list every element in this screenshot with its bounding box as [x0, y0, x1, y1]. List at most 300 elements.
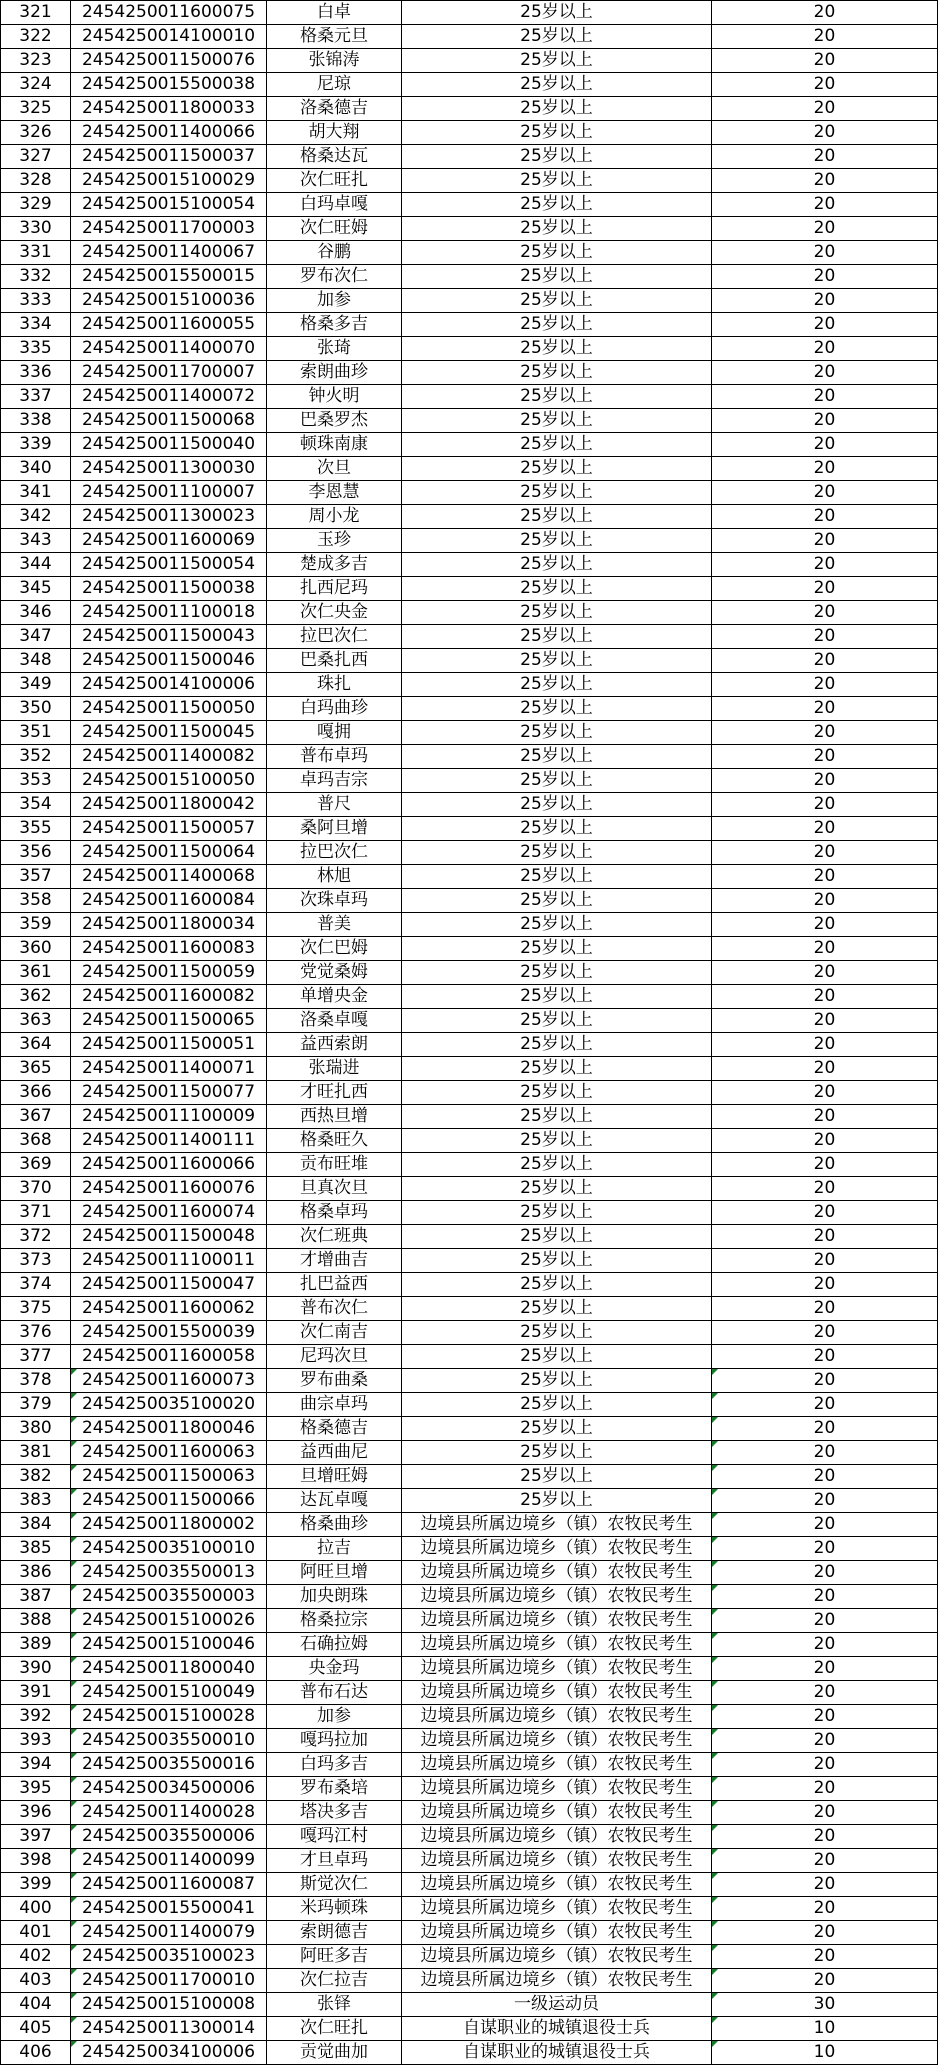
cell-number: 341: [1, 481, 71, 505]
table-row: [1, 649, 938, 673]
table-row: [1, 121, 938, 145]
cell-category: 25岁以上: [402, 961, 712, 985]
table-row: [1, 961, 938, 985]
cell-bonus-score: 20: [712, 1249, 938, 1273]
cell-number: 340: [1, 457, 71, 481]
cell-category: 25岁以上: [402, 1081, 712, 1105]
cell-exam-id: 2454250011600075: [71, 1, 267, 25]
cell-exam-id: 2454250011500066: [71, 1489, 267, 1513]
cell-number: 365: [1, 1057, 71, 1081]
cell-exam-id: 2454250035500006: [71, 1825, 267, 1849]
cell-category: 25岁以上: [402, 889, 712, 913]
cell-number: 337: [1, 385, 71, 409]
cell-bonus-score: 20: [712, 625, 938, 649]
table-row: [1, 1249, 938, 1273]
cell-exam-id: 2454250011500068: [71, 409, 267, 433]
cell-number: 351: [1, 721, 71, 745]
table-row: [1, 1513, 938, 1537]
cell-exam-id: 2454250034100006: [71, 2041, 267, 2065]
cell-bonus-score: 20: [712, 1873, 938, 1897]
cell-exam-id: 2454250011600083: [71, 937, 267, 961]
cell-bonus-score: 20: [712, 385, 938, 409]
cell-number: 374: [1, 1273, 71, 1297]
cell-bonus-score: 20: [712, 865, 938, 889]
cell-exam-id: 2454250011800040: [71, 1657, 267, 1681]
cell-name: 白玛多吉: [267, 1753, 402, 1777]
cell-number: 367: [1, 1105, 71, 1129]
cell-name: 白玛卓嘎: [267, 193, 402, 217]
cell-name: 次仁班典: [267, 1225, 402, 1249]
cell-number: 397: [1, 1825, 71, 1849]
table-row: [1, 937, 938, 961]
table-row: [1, 385, 938, 409]
cell-name: 次仁南吉: [267, 1321, 402, 1345]
cell-name: 拉巴次仁: [267, 841, 402, 865]
cell-name: 张琦: [267, 337, 402, 361]
cell-bonus-score: 20: [712, 1129, 938, 1153]
cell-number: 322: [1, 25, 71, 49]
table-row: [1, 601, 938, 625]
cell-exam-id: 2454250035100023: [71, 1945, 267, 1969]
cell-category: 25岁以上: [402, 601, 712, 625]
table-row: [1, 337, 938, 361]
table-row: [1, 865, 938, 889]
cell-name: 拉巴次仁: [267, 625, 402, 649]
cell-name: 尼玛次旦: [267, 1345, 402, 1369]
cell-exam-id: 2454250011700010: [71, 1969, 267, 1993]
cell-number: 378: [1, 1369, 71, 1393]
cell-category: 25岁以上: [402, 913, 712, 937]
cell-bonus-score: 20: [712, 1849, 938, 1873]
cell-name: 塔决多吉: [267, 1801, 402, 1825]
cell-exam-id: 2454250015500039: [71, 1321, 267, 1345]
cell-exam-id: 2454250011700003: [71, 217, 267, 241]
cell-number: 380: [1, 1417, 71, 1441]
cell-exam-id: 2454250015100008: [71, 1993, 267, 2017]
cell-number: 345: [1, 577, 71, 601]
cell-category: 25岁以上: [402, 1177, 712, 1201]
cell-name: 党觉桑姆: [267, 961, 402, 985]
cell-exam-id: 2454250011500077: [71, 1081, 267, 1105]
cell-number: 388: [1, 1609, 71, 1633]
cell-category: 25岁以上: [402, 1465, 712, 1489]
cell-number: 392: [1, 1705, 71, 1729]
table-row: [1, 241, 938, 265]
cell-category: 25岁以上: [402, 1369, 712, 1393]
cell-name: 达瓦卓嘎: [267, 1489, 402, 1513]
table-row: [1, 577, 938, 601]
cell-name: 洛桑德吉: [267, 97, 402, 121]
cell-category: 边境县所属边境乡（镇）农牧民考生: [402, 1969, 712, 1993]
cell-number: 401: [1, 1921, 71, 1945]
cell-bonus-score: 20: [712, 1585, 938, 1609]
cell-exam-id: 2454250011400067: [71, 241, 267, 265]
cell-number: 372: [1, 1225, 71, 1249]
cell-bonus-score: 20: [712, 1681, 938, 1705]
cell-number: 343: [1, 529, 71, 553]
cell-name: 拉吉: [267, 1537, 402, 1561]
table-row: [1, 1057, 938, 1081]
table-row: [1, 1609, 938, 1633]
cell-name: 格桑拉宗: [267, 1609, 402, 1633]
cell-name: 格桑卓玛: [267, 1201, 402, 1225]
cell-category: 边境县所属边境乡（镇）农牧民考生: [402, 1657, 712, 1681]
cell-bonus-score: 20: [712, 1513, 938, 1537]
cell-number: 354: [1, 793, 71, 817]
cell-number: 359: [1, 913, 71, 937]
cell-exam-id: 2454250011400079: [71, 1921, 267, 1945]
cell-bonus-score: 20: [712, 1825, 938, 1849]
cell-number: 366: [1, 1081, 71, 1105]
cell-name: 格桑旺久: [267, 1129, 402, 1153]
cell-name: 才旺扎西: [267, 1081, 402, 1105]
cell-number: 352: [1, 745, 71, 769]
cell-name: 嘎玛江村: [267, 1825, 402, 1849]
cell-category: 25岁以上: [402, 169, 712, 193]
cell-name: 单增央金: [267, 985, 402, 1009]
cell-number: 360: [1, 937, 71, 961]
cell-number: 368: [1, 1129, 71, 1153]
cell-exam-id: 2454250011500038: [71, 577, 267, 601]
cell-number: 404: [1, 1993, 71, 2017]
cell-name: 次旦: [267, 457, 402, 481]
cell-bonus-score: 20: [712, 1489, 938, 1513]
cell-category: 25岁以上: [402, 49, 712, 73]
cell-exam-id: 2454250011500047: [71, 1273, 267, 1297]
table-row: [1, 625, 938, 649]
cell-name: 普尺: [267, 793, 402, 817]
cell-name: 次仁拉吉: [267, 1969, 402, 1993]
table-row: [1, 217, 938, 241]
cell-number: 328: [1, 169, 71, 193]
cell-exam-id: 2454250015500041: [71, 1897, 267, 1921]
cell-name: 贡觉曲加: [267, 2041, 402, 2065]
cell-number: 334: [1, 313, 71, 337]
cell-exam-id: 2454250011500040: [71, 433, 267, 457]
cell-category: 25岁以上: [402, 505, 712, 529]
cell-exam-id: 2454250015100054: [71, 193, 267, 217]
cell-exam-id: 2454250011800046: [71, 1417, 267, 1441]
table-row: [1, 1633, 938, 1657]
cell-name: 林旭: [267, 865, 402, 889]
cell-bonus-score: 20: [712, 1081, 938, 1105]
table-row: [1, 673, 938, 697]
cell-bonus-score: 20: [712, 1753, 938, 1777]
cell-number: 385: [1, 1537, 71, 1561]
cell-category: 25岁以上: [402, 1105, 712, 1129]
cell-name: 周小龙: [267, 505, 402, 529]
cell-bonus-score: 20: [712, 1705, 938, 1729]
cell-name: 格桑德吉: [267, 1417, 402, 1441]
cell-exam-id: 2454250011800034: [71, 913, 267, 937]
cell-exam-id: 2454250011800042: [71, 793, 267, 817]
cell-category: 边境县所属边境乡（镇）农牧民考生: [402, 1681, 712, 1705]
cell-category: 25岁以上: [402, 265, 712, 289]
cell-bonus-score: 20: [712, 1177, 938, 1201]
cell-number: 338: [1, 409, 71, 433]
cell-bonus-score: 20: [712, 1897, 938, 1921]
table-row: [1, 1825, 938, 1849]
table-row: [1, 1561, 938, 1585]
cell-number: 405: [1, 2017, 71, 2041]
cell-exam-id: 2454250011600066: [71, 1153, 267, 1177]
cell-number: 370: [1, 1177, 71, 1201]
cell-category: 边境县所属边境乡（镇）农牧民考生: [402, 1849, 712, 1873]
cell-category: 25岁以上: [402, 1393, 712, 1417]
cell-name: 嘎玛拉加: [267, 1729, 402, 1753]
cell-category: 25岁以上: [402, 313, 712, 337]
cell-name: 阿旺旦增: [267, 1561, 402, 1585]
table-row: [1, 49, 938, 73]
cell-bonus-score: 20: [712, 1, 938, 25]
cell-exam-id: 2454250011600087: [71, 1873, 267, 1897]
table-row: [1, 1201, 938, 1225]
cell-name: 次仁央金: [267, 601, 402, 625]
table-row: [1, 25, 938, 49]
cell-category: 25岁以上: [402, 841, 712, 865]
cell-category: 边境县所属边境乡（镇）农牧民考生: [402, 1609, 712, 1633]
cell-name: 次珠卓玛: [267, 889, 402, 913]
cell-bonus-score: 20: [712, 1417, 938, 1441]
cell-name: 次仁巴姆: [267, 937, 402, 961]
cell-category: 25岁以上: [402, 1129, 712, 1153]
cell-category: 边境县所属边境乡（镇）农牧民考生: [402, 1729, 712, 1753]
table-row: [1, 889, 938, 913]
cell-number: 373: [1, 1249, 71, 1273]
cell-bonus-score: 20: [712, 553, 938, 577]
cell-number: 375: [1, 1297, 71, 1321]
cell-name: 扎巴益西: [267, 1273, 402, 1297]
table-row: [1, 1417, 938, 1441]
table-row: [1, 1393, 938, 1417]
cell-category: 25岁以上: [402, 217, 712, 241]
cell-name: 普布卓玛: [267, 745, 402, 769]
cell-number: 330: [1, 217, 71, 241]
cell-number: 333: [1, 289, 71, 313]
table-row: [1, 1297, 938, 1321]
cell-number: 336: [1, 361, 71, 385]
table-row: [1, 1369, 938, 1393]
cell-name: 次仁旺扎: [267, 2017, 402, 2041]
cell-name: 张铎: [267, 1993, 402, 2017]
cell-bonus-score: 20: [712, 1369, 938, 1393]
cell-bonus-score: 20: [712, 505, 938, 529]
cell-exam-id: 2454250011500046: [71, 649, 267, 673]
cell-category: 边境县所属边境乡（镇）农牧民考生: [402, 1561, 712, 1585]
cell-exam-id: 2454250035100020: [71, 1393, 267, 1417]
cell-number: 356: [1, 841, 71, 865]
cell-exam-id: 2454250015100049: [71, 1681, 267, 1705]
cell-number: 394: [1, 1753, 71, 1777]
cell-bonus-score: 20: [712, 1561, 938, 1585]
table-row: [1, 1033, 938, 1057]
cell-exam-id: 2454250011500063: [71, 1465, 267, 1489]
cell-exam-id: 2454250011800002: [71, 1513, 267, 1537]
cell-category: 25岁以上: [402, 1321, 712, 1345]
cell-bonus-score: 20: [712, 265, 938, 289]
cell-name: 索朗德吉: [267, 1921, 402, 1945]
cell-category: 边境县所属边境乡（镇）农牧民考生: [402, 1753, 712, 1777]
cell-exam-id: 2454250035500016: [71, 1753, 267, 1777]
cell-bonus-score: 20: [712, 1801, 938, 1825]
cell-category: 25岁以上: [402, 1345, 712, 1369]
cell-bonus-score: 20: [712, 649, 938, 673]
table-row: [1, 97, 938, 121]
cell-number: 403: [1, 1969, 71, 1993]
cell-name: 次仁旺姆: [267, 217, 402, 241]
cell-name: 谷鹏: [267, 241, 402, 265]
table-row: [1, 193, 938, 217]
cell-bonus-score: 20: [712, 697, 938, 721]
cell-name: 罗布曲桑: [267, 1369, 402, 1393]
cell-category: 25岁以上: [402, 985, 712, 1009]
table-row: [1, 145, 938, 169]
cell-number: 342: [1, 505, 71, 529]
table-row: [1, 289, 938, 313]
cell-bonus-score: 20: [712, 1345, 938, 1369]
cell-bonus-score: 20: [712, 913, 938, 937]
cell-exam-id: 2454250034500006: [71, 1777, 267, 1801]
cell-category: 25岁以上: [402, 433, 712, 457]
cell-exam-id: 2454250011500059: [71, 961, 267, 985]
cell-category: 25岁以上: [402, 145, 712, 169]
table-row: [1, 1993, 938, 2017]
cell-category: 25岁以上: [402, 721, 712, 745]
cell-bonus-score: 20: [712, 673, 938, 697]
cell-exam-id: 2454250015100036: [71, 289, 267, 313]
cell-category: 25岁以上: [402, 529, 712, 553]
cell-bonus-score: 20: [712, 601, 938, 625]
cell-number: 381: [1, 1441, 71, 1465]
table-row: [1, 841, 938, 865]
cell-exam-id: 2454250011600062: [71, 1297, 267, 1321]
cell-exam-id: 2454250011500076: [71, 49, 267, 73]
cell-bonus-score: 20: [712, 289, 938, 313]
cell-number: 387: [1, 1585, 71, 1609]
cell-number: 327: [1, 145, 71, 169]
cell-number: 329: [1, 193, 71, 217]
cell-number: 390: [1, 1657, 71, 1681]
cell-number: 371: [1, 1201, 71, 1225]
cell-name: 次仁旺扎: [267, 169, 402, 193]
cell-name: 胡大翔: [267, 121, 402, 145]
cell-name: 普布次仁: [267, 1297, 402, 1321]
cell-number: 335: [1, 337, 71, 361]
cell-number: 393: [1, 1729, 71, 1753]
cell-category: 25岁以上: [402, 865, 712, 889]
cell-name: 罗布次仁: [267, 265, 402, 289]
cell-bonus-score: 20: [712, 1945, 938, 1969]
cell-number: 369: [1, 1153, 71, 1177]
cell-name: 洛桑卓嘎: [267, 1009, 402, 1033]
cell-name: 格桑曲珍: [267, 1513, 402, 1537]
table-row: [1, 361, 938, 385]
cell-exam-id: 2454250011500065: [71, 1009, 267, 1033]
cell-category: 25岁以上: [402, 193, 712, 217]
cell-number: 355: [1, 817, 71, 841]
cell-number: 326: [1, 121, 71, 145]
cell-exam-id: 2454250011600074: [71, 1201, 267, 1225]
cell-name: 西热旦增: [267, 1105, 402, 1129]
cell-category: 25岁以上: [402, 1033, 712, 1057]
cell-bonus-score: 20: [712, 1153, 938, 1177]
cell-number: 376: [1, 1321, 71, 1345]
cell-exam-id: 2454250011400028: [71, 1801, 267, 1825]
cell-bonus-score: 20: [712, 889, 938, 913]
cell-bonus-score: 20: [712, 1297, 938, 1321]
cell-exam-id: 2454250011500051: [71, 1033, 267, 1057]
cell-number: 379: [1, 1393, 71, 1417]
table-row: [1, 1321, 938, 1345]
table-row: [1, 721, 938, 745]
cell-name: 普美: [267, 913, 402, 937]
cell-category: 边境县所属边境乡（镇）农牧民考生: [402, 1537, 712, 1561]
cell-category: 25岁以上: [402, 1201, 712, 1225]
cell-name: 米玛顿珠: [267, 1897, 402, 1921]
cell-exam-id: 2454250011500064: [71, 841, 267, 865]
cell-number: 402: [1, 1945, 71, 1969]
cell-exam-id: 2454250011400111: [71, 1129, 267, 1153]
cell-bonus-score: 20: [712, 1393, 938, 1417]
table-row: [1, 697, 938, 721]
cell-exam-id: 2454250011600063: [71, 1441, 267, 1465]
table-row: [1, 1729, 938, 1753]
table-row: [1, 433, 938, 457]
table-row: [1, 1273, 938, 1297]
cell-number: 339: [1, 433, 71, 457]
table-row: [1, 1465, 938, 1489]
cell-exam-id: 2454250011400066: [71, 121, 267, 145]
cell-exam-id: 2454250011400070: [71, 337, 267, 361]
table-row: [1, 1537, 938, 1561]
cell-category: 25岁以上: [402, 817, 712, 841]
cell-category: 边境县所属边境乡（镇）农牧民考生: [402, 1513, 712, 1537]
cell-name: 张瑞进: [267, 1057, 402, 1081]
cell-name: 加央朗珠: [267, 1585, 402, 1609]
cell-bonus-score: 20: [712, 1633, 938, 1657]
cell-name: 阿旺多吉: [267, 1945, 402, 1969]
cell-name: 贡布旺堆: [267, 1153, 402, 1177]
cell-name: 嘎拥: [267, 721, 402, 745]
cell-name: 李恩慧: [267, 481, 402, 505]
cell-exam-id: 2454250015100026: [71, 1609, 267, 1633]
cell-number: 353: [1, 769, 71, 793]
table-row: [1, 1777, 938, 1801]
table-row: [1, 169, 938, 193]
table-row: [1, 745, 938, 769]
cell-name: 旦增旺姆: [267, 1465, 402, 1489]
table-row: [1, 985, 938, 1009]
cell-number: 331: [1, 241, 71, 265]
cell-bonus-score: 20: [712, 457, 938, 481]
cell-category: 25岁以上: [402, 97, 712, 121]
table-row: [1, 1585, 938, 1609]
table-row: [1, 1897, 938, 1921]
cell-bonus-score: 10: [712, 2041, 938, 2065]
cell-bonus-score: 20: [712, 1465, 938, 1489]
cell-category: 边境县所属边境乡（镇）农牧民考生: [402, 1921, 712, 1945]
cell-bonus-score: 20: [712, 241, 938, 265]
cell-category: 25岁以上: [402, 241, 712, 265]
cell-category: 25岁以上: [402, 1009, 712, 1033]
cell-name: 钟火明: [267, 385, 402, 409]
cell-exam-id: 2454250011300030: [71, 457, 267, 481]
cell-exam-id: 2454250011100007: [71, 481, 267, 505]
cell-category: 边境县所属边境乡（镇）农牧民考生: [402, 1777, 712, 1801]
cell-category: 边境县所属边境乡（镇）农牧民考生: [402, 1585, 712, 1609]
cell-name: 玉珍: [267, 529, 402, 553]
cell-name: 加参: [267, 289, 402, 313]
